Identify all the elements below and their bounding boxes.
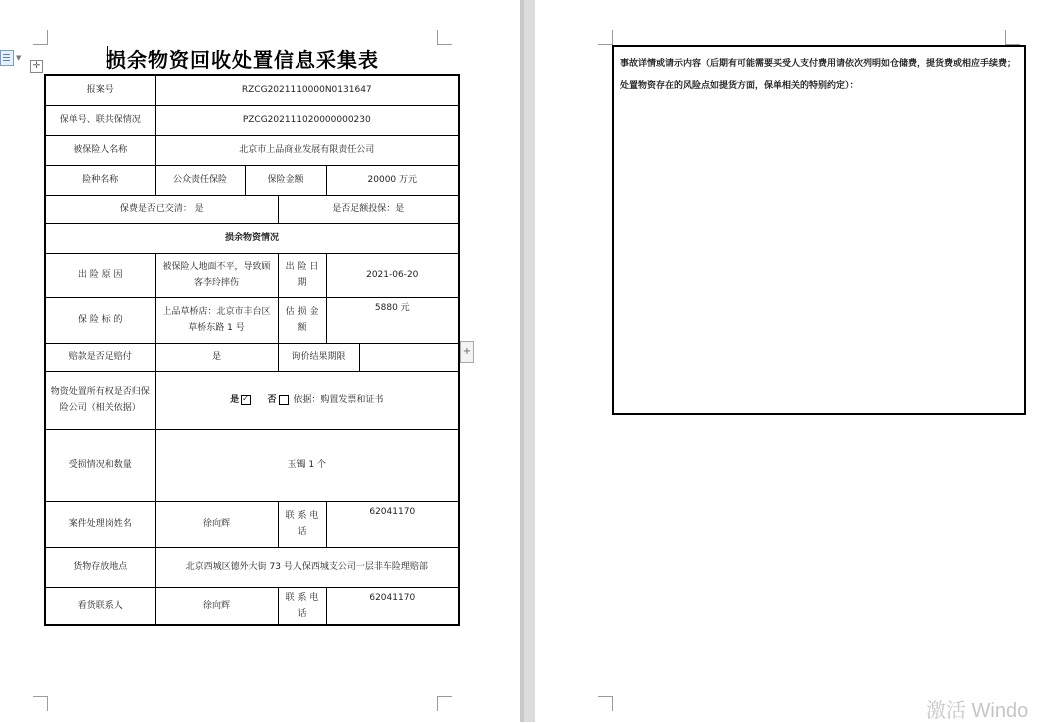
cause-cell[interactable]: 被保险人地面不平，导致顾客李玲摔伤 [155, 253, 278, 297]
chevron-down-icon[interactable]: ▼ [16, 54, 22, 62]
insured-name-cell[interactable]: 北京市上品商业发展有限责任公司 [155, 135, 459, 165]
cell-label: 受损情况和数量 [45, 429, 155, 501]
table-row [45, 371, 459, 429]
activation-watermark: 激活 Windo [926, 700, 1029, 722]
no-checkbox[interactable] [279, 395, 289, 405]
table-move-handle-icon[interactable]: ✛ [30, 60, 43, 73]
cell-label: 物资处置所有权是否归保险公司（相关依据） [45, 371, 155, 429]
ownership-no-label: 否 [267, 395, 277, 405]
table-row [45, 75, 459, 105]
cell-label: 险种名称 [45, 165, 155, 195]
premium-paid-cell[interactable]: 保费是否已交清： 是 [45, 195, 278, 223]
damage-cell[interactable]: 玉镯 1 个 [155, 429, 459, 501]
cell-label: 货物存放地点 [45, 547, 155, 587]
table-row [45, 501, 459, 547]
table-row [45, 195, 459, 223]
table-row [45, 165, 459, 195]
viewer-name-cell[interactable]: 徐向辉 [155, 587, 278, 625]
cell-label: 联 系 电 话 [278, 501, 326, 547]
table-row [45, 253, 459, 297]
table-row [45, 429, 459, 501]
cell-label: 被保险人名称 [45, 135, 155, 165]
cell-label: 估 损 金 额 [278, 297, 326, 343]
crop-mark [1005, 30, 1020, 45]
viewer-phone-cell[interactable]: 62041170 [326, 587, 459, 625]
crop-mark [33, 30, 48, 45]
document-title: 损余物资回收处置信息采集表 [106, 48, 379, 72]
full-pay-cell[interactable]: 是 [155, 343, 278, 371]
table-row [45, 547, 459, 587]
insured-amount-cell[interactable]: 20000 万元 [326, 165, 459, 195]
ownership-basis: 依据：购置发票和证书 [293, 395, 384, 405]
cell-label: 联 系 电 话 [278, 587, 326, 625]
table-row [45, 297, 459, 343]
info-form-table [44, 74, 460, 626]
cell-label: 保 险 标 的 [45, 297, 155, 343]
crop-mark [33, 696, 48, 711]
loss-amount-cell[interactable]: 5880 元 [326, 297, 459, 343]
add-row-handle-icon[interactable]: + [460, 341, 474, 363]
handler-name-cell[interactable]: 徐向辉 [155, 501, 278, 547]
cell-label: 案件处理岗姓名 [45, 501, 155, 547]
crop-mark [437, 696, 452, 711]
subject-cell[interactable]: 上品草桥店：北京市丰台区草桥东路 1 号 [155, 297, 278, 343]
cell-label: 出 险 日 期 [278, 253, 326, 297]
policy-no-cell[interactable]: PZCG202111020000000230 [155, 105, 459, 135]
cell-label: 赔款是否足赔付 [45, 343, 155, 371]
incident-details-box[interactable] [612, 45, 1026, 415]
instructions-text: 事故详情或请示内容（后期有可能需要买受人支付费用请依次列明如仓储费，提货费或相应手续费；处置物资存在的风险点如提货方面，保单相关的特别约定）： [620, 59, 1017, 91]
crop-mark [598, 696, 613, 711]
crop-mark [598, 30, 613, 45]
cell-label: 询价结果期限 [278, 343, 359, 371]
crop-mark [437, 30, 452, 45]
storage-location-cell[interactable]: 北京西城区德外大街 73 号人保西城支公司一层非车险理赔部 [155, 547, 459, 587]
table-row [45, 223, 459, 253]
table-row [45, 343, 459, 371]
cell-label: 报案号 [45, 75, 155, 105]
insurance-type-cell[interactable]: 公众责任保险 [155, 165, 245, 195]
cell-label: 保险金额 [245, 165, 326, 195]
full-insured-cell[interactable]: 是否足额投保：是 [278, 195, 459, 223]
table-row [45, 587, 459, 625]
date-cell[interactable]: 2021-06-20 [326, 253, 459, 297]
table-row [45, 105, 459, 135]
handler-phone-cell[interactable]: 62041170 [326, 501, 459, 547]
report-no-cell[interactable]: RZCG2021110000N0131647 [155, 75, 459, 105]
page-divider [520, 0, 524, 722]
cell-label: 看货联系人 [45, 587, 155, 625]
paste-options-icon[interactable] [0, 50, 14, 66]
yes-checkbox[interactable] [241, 395, 251, 405]
table-row [45, 135, 459, 165]
inquiry-cell[interactable] [359, 343, 459, 371]
ownership-cell [155, 371, 459, 429]
cell-label: 保单号、联共保情况 [45, 105, 155, 135]
ownership-yes-label: 是 [230, 395, 240, 405]
cell-label: 出 险 原 因 [45, 253, 155, 297]
section-title: 损余物资情况 [45, 223, 459, 253]
